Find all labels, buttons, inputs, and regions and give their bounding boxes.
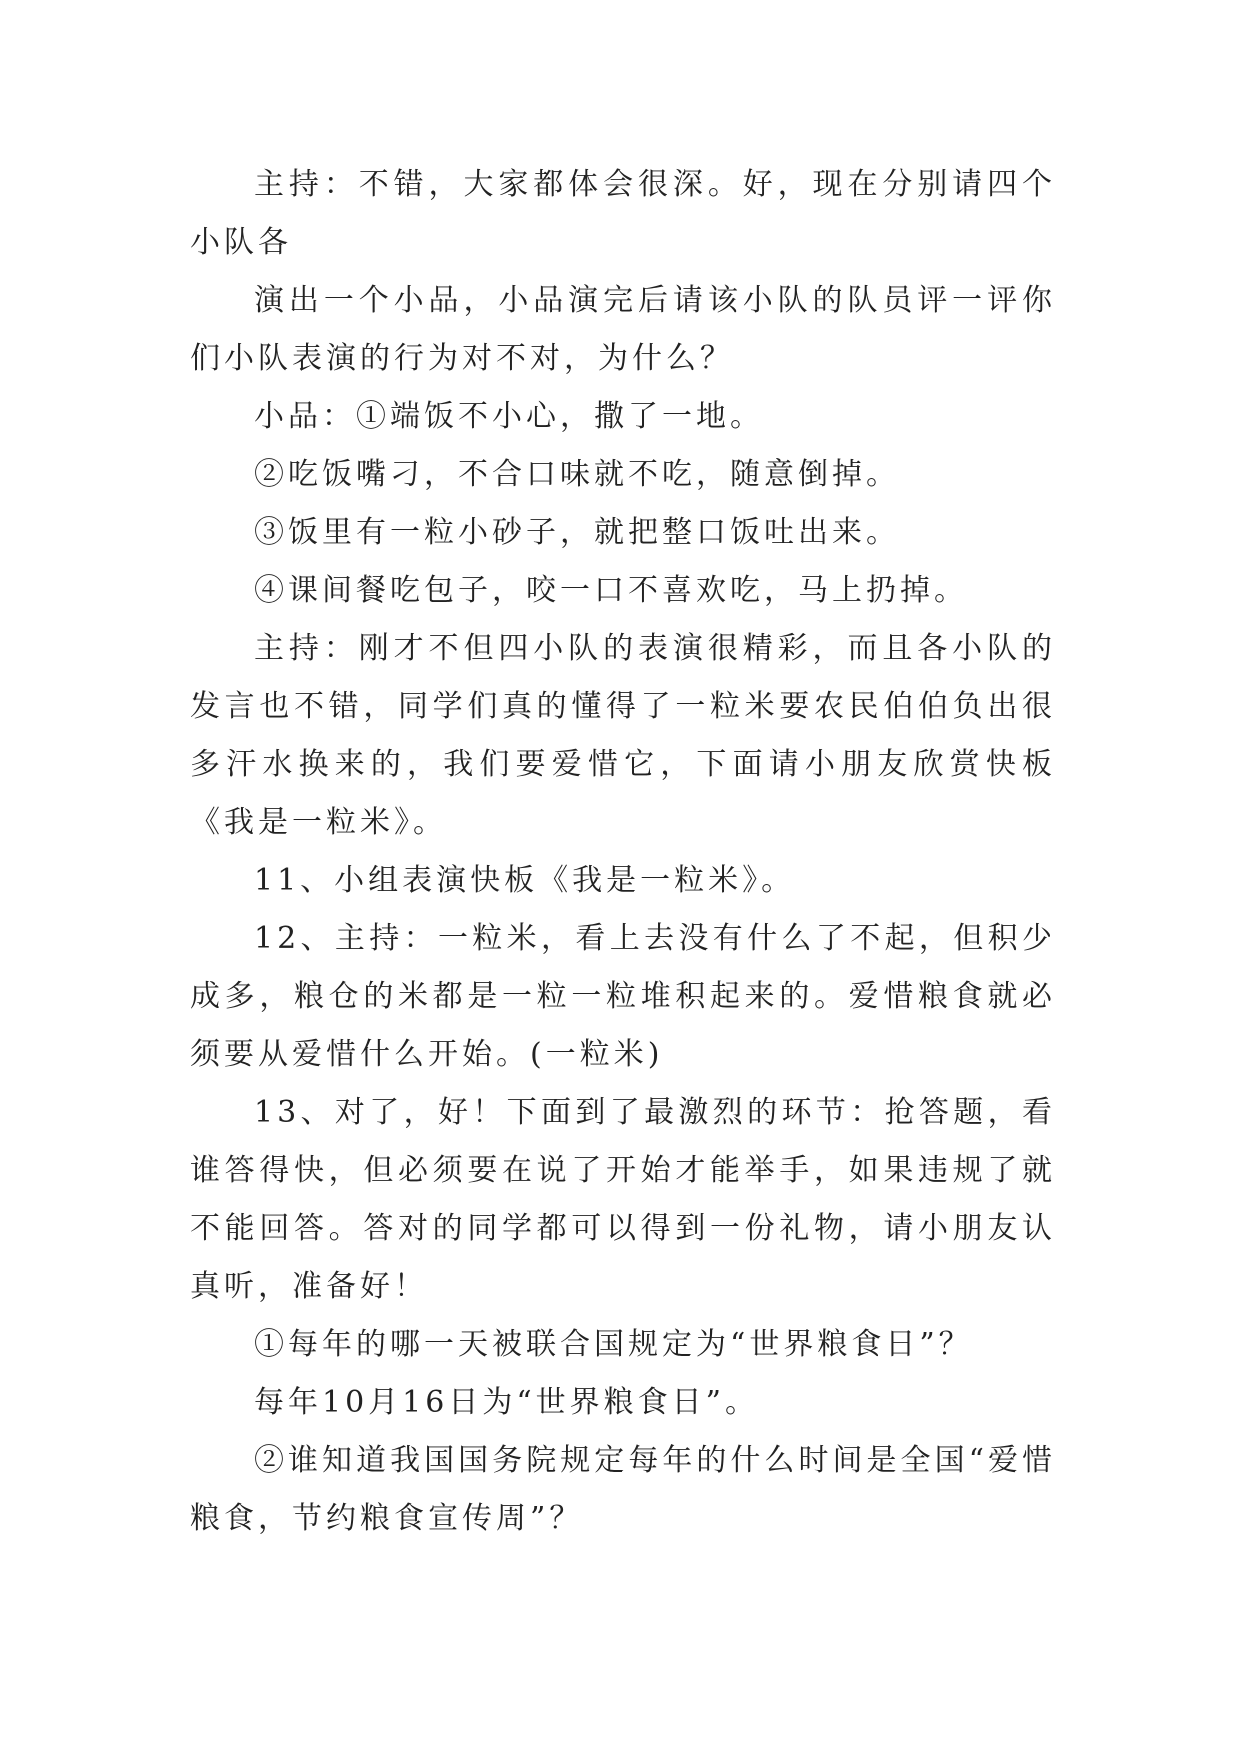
paragraph-item-11: 11、小组表演快板《我是一粒米》。 (254, 863, 796, 898)
paragraph-question-1: ①每年的哪一天被联合国规定为“世界粮食日”？ (254, 1327, 973, 1362)
paragraph-item-12: 12、主持：一粒米，看上去没有什么了不起，但积少成多，粮仓的米都是一粒一粒堆积起来的。爱惜粮食就必须要从爱惜什么开始。(一粒米) (190, 921, 1056, 1072)
paragraph-skit-2: ②吃饭嘴刁，不合口味就不吃，随意倒掉。 (254, 457, 900, 492)
paragraph-skit-3: ③饭里有一粒小砂子，就把整口饭吐出来。 (254, 515, 900, 550)
paragraph-skit-instructions: 演出一个小品，小品演完后请该小队的队员评一评你们小队表演的行为对不对，为什么？ (190, 283, 1056, 376)
paragraph-answer-1: 每年10月16日为“世界粮食日”。 (254, 1385, 760, 1420)
paragraph-skit-1: 小品：①端饭不小心，撒了一地。 (254, 399, 764, 434)
paragraph-question-2: ②谁知道我国国务院规定每年的什么时间是全国“爱惜粮食，节约粮食宣传周”？ (190, 1443, 1056, 1536)
paragraph-host-comment: 主持：刚才不但四小队的表演很精彩，而且各小队的发言也不错，同学们真的懂得了一粒米要农民伯伯负出很多汗水换来的，我们要爱惜它，下面请小朋友欣赏快板《我是一粒米》。 (190, 631, 1056, 840)
document-body (190, 156, 1056, 1548)
paragraph-skit-4: ④课间餐吃包子，咬一口不喜欢吃，马上扔掉。 (254, 573, 968, 608)
paragraph-item-13: 13、对了，好！下面到了最激烈的环节：抢答题，看谁答得快，但必须要在说了开始才能举手，如果违规了就不能回答。答对的同学都可以得到一份礼物，请小朋友认真听，准备好！ (190, 1095, 1056, 1304)
paragraph-host-intro: 主持：不错，大家都体会很深。好，现在分别请四个小队各 (190, 167, 1056, 260)
